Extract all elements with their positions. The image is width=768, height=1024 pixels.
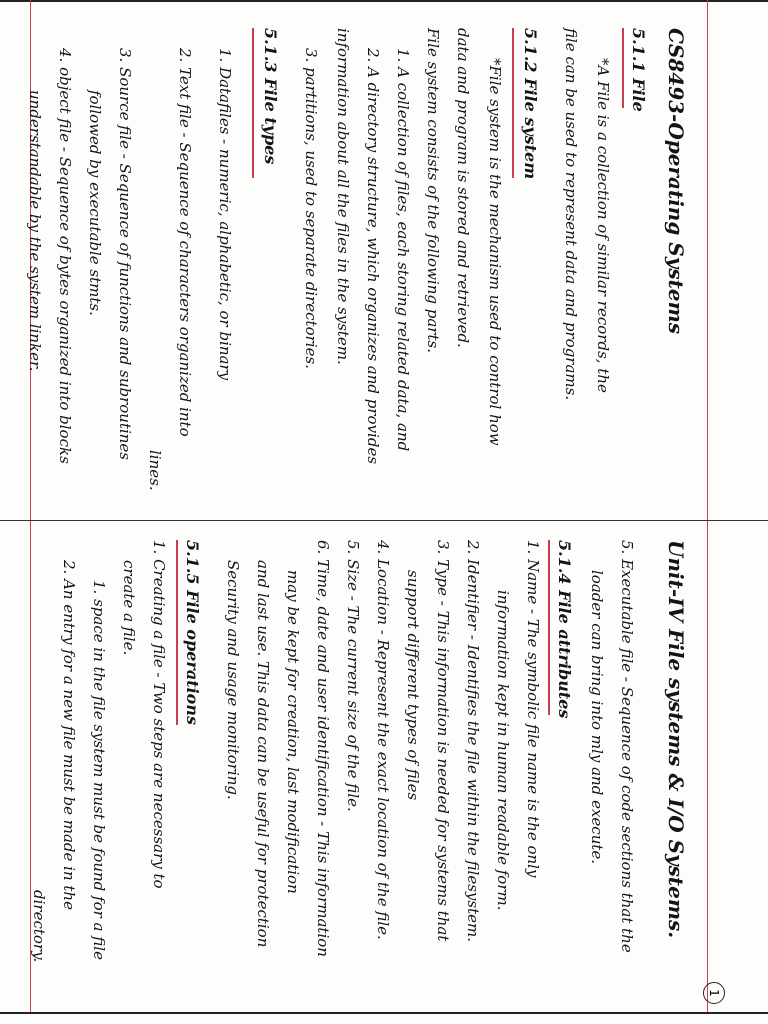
text-line: 1. Datafiles - numeric, alphabetic, or binary [216, 48, 234, 381]
text-line: 1. A collection of files, each storing related data, and [394, 48, 412, 452]
text-line: 1. Name - The symbolic file name is the only [524, 540, 542, 878]
text-line: information kept in human readable form. [494, 590, 512, 911]
page-top-border [0, 0, 768, 2]
text-line: information about all the files in the system. [334, 28, 352, 365]
heading-underline [176, 540, 178, 725]
heading-underline [512, 28, 514, 178]
margin-line-right [707, 0, 708, 1012]
text-line: *A File is a collection of similar records, the [594, 58, 612, 393]
heading-underline [252, 28, 254, 178]
text-line: *File system is the mechanism used to control how [486, 58, 504, 446]
text-line: 2. Text file - Sequence of characters organized into [176, 48, 194, 437]
page-divider [0, 520, 768, 521]
text-line: create a file. [120, 560, 138, 656]
text-line: directory. [30, 890, 48, 963]
page-bottom-border [0, 1012, 768, 1014]
text-line: 5. Executable file - Sequence of code sections that the [618, 540, 636, 953]
text-line: 3. partitions, used to separate directories. [302, 48, 320, 369]
text-line: Security and usage monitoring. [224, 560, 242, 800]
heading-5-1-2: 5.1.2 File system [521, 28, 540, 180]
text-line: 6. Time, date and user identification - This information [314, 540, 332, 957]
text-line: 2. An entry for a new file must be made in the [60, 560, 78, 910]
text-line: 2. Identifier - Identifies the file within the filesystem. [464, 540, 482, 942]
text-line: support different types of files [404, 570, 422, 801]
heading-5-1-4: 5.1.4 File attributes [555, 540, 574, 719]
text-line: may be kept for creation, last modification [284, 570, 302, 894]
text-line: loader can bring into mly and execute. [588, 570, 606, 865]
text-line: and last use. This data can be useful for protection [254, 560, 272, 948]
text-line: 3. Type - This information is needed for systems that [434, 540, 452, 942]
page-number-circle [703, 982, 725, 1004]
page-title: CS8493-Operating Systems [664, 28, 688, 334]
text-line: file can be used to represent data and programs. [562, 28, 580, 401]
text-line: lines. [146, 450, 164, 491]
text-line: 1. Creating a file - Two steps are necessary to [150, 540, 168, 889]
heading-underline [622, 28, 624, 108]
text-line: 4. Location - Represent the exact location of the file. [374, 540, 392, 940]
heading-underline [548, 540, 550, 715]
text-line: 3. Source file - Sequence of functions and subroutines [116, 48, 134, 461]
text-line: 5. Size - The current size of the file. [344, 540, 362, 812]
text-line: understandable by the system linker. [26, 90, 44, 372]
text-line: 4. object file - Sequence of bytes organized into blocks [56, 48, 74, 464]
text-line: data and program is stored and retrieved. [454, 28, 472, 348]
text-line: followed by executable stmts. [86, 90, 104, 316]
text-line: File system consists of the following parts. [424, 28, 442, 353]
text-line: 1. space in the file system must be found for a file [90, 580, 108, 960]
heading-5-1-1: 5.1.1 File [629, 28, 648, 112]
heading-5-1-5: 5.1.5 File operations [183, 540, 202, 725]
text-line: 2. A directory structure, which organizes and provides [364, 48, 382, 465]
page-number: 1 [707, 989, 721, 997]
heading-5-1-3: 5.1.3 File types [261, 28, 280, 165]
unit-title: Unit-IV File systems & I/O Systems. [664, 540, 688, 939]
